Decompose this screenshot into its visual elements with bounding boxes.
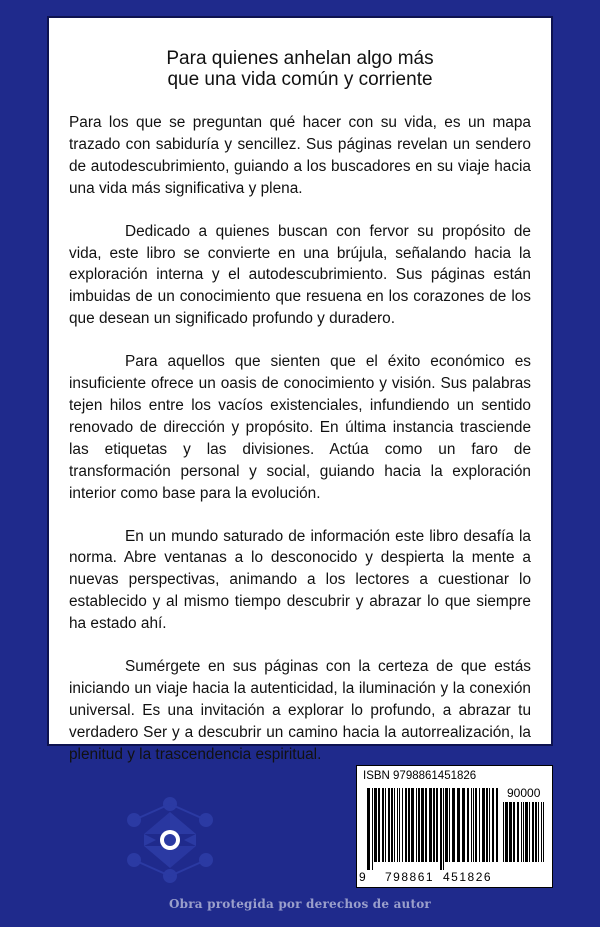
barcode-digits-group-2: 451826 [443,870,493,884]
barcode-bar [467,788,469,862]
barcode-bar [394,788,395,862]
barcode-bar [513,802,515,862]
barcode-bar [486,788,488,862]
barcode-bar [416,788,417,862]
barcode-bar [541,802,542,862]
barcode-bar [496,788,498,862]
barcode-bar [525,802,528,862]
barcode-bar [374,788,377,862]
barcode-bar [452,788,455,862]
barcode-bar [429,788,432,862]
paragraph-2: Dedicado a quienes buscan con fervor su propósito de vida, este libro se convierte en una brújula, señalando hacia la exploración interna y el autodescubrimiento. Sus páginas están imbuidas de un conocimiento que resuena en los corazones de los que desean un significado profundo y duradero. [69,222,531,328]
barcode-bar [388,788,390,862]
barcode-bar [489,788,490,862]
barcode-bar [529,802,530,862]
paragraph-3: Para aquellos que sienten que el éxito económico es insuficiente ofrece un oasis de conocimiento y visión. Sus palabras tejen hilos entre los vacíos existenciales, infundiendo un sentido renovado de dirección y propósito. En última instancia trasciende las etiquetas y las divisiones. Actúa como un faro de transformación personal y social, guiando hacia la exploración interior como base para la evolución. [69,353,531,502]
watermark-bottom: Obra protegida por derechos de autor [169,897,431,911]
barcode-bar [382,788,384,862]
barcode-bar [436,788,438,862]
barcode-bar [418,788,420,862]
barcode-bar [397,788,398,862]
barcode-bar [492,788,494,862]
barcode-bar [475,788,477,862]
barcode-bar [405,788,407,862]
isbn-barcode [356,765,553,888]
barcode-bar [479,788,480,862]
barcode-bar [517,802,519,862]
barcode-bar [521,802,522,862]
barcode-bar [440,788,442,870]
barcode-bar [471,788,472,862]
barcode-bar [449,788,450,862]
barcode-bar [523,802,524,862]
title-line-2: que una vida común y corriente [167,69,433,90]
barcode-bar [408,788,410,862]
paragraph-4: En un mundo saturado de información este libro desafía la norma. Abre ventanas a lo desconocido y despierta la mente a nuevas perspectivas, animando a los lectores a cuestionar lo establecido y al mismo tiempo descubrir y abrazar lo que siempre ha estado ahí. [69,527,531,633]
barcode-bar [433,788,435,862]
barcode-bar [385,788,386,862]
barcode-bar [378,788,380,862]
paragraph-5: Sumérgete en sus páginas con la certeza de que estás iniciando un viaje hacia la autenticidad, la iluminación y la conexión universal. Es una invitación a explorar lo profundo, a abrazar tu verdadero Ser y a descubrir un camino hacia la autorrealización, la plenitud y la trascendencia espiritual. [69,658,531,763]
barcode-bar [367,788,370,870]
barcode-bar [482,788,485,862]
barcode-bar [509,802,512,862]
barcode-bar [421,788,424,862]
barcode-bar [543,802,544,862]
barcode-bar [445,788,448,862]
barcode-bar [462,788,465,862]
barcode-bar [411,788,414,862]
page-title [69,48,531,90]
ean-barcode-bars [367,788,499,870]
barcode-bar [399,788,400,862]
barcode-bar [538,802,539,862]
barcode-digit-first: 9 [359,870,366,884]
isbn-label: ISBN 9798861451826 [363,770,477,782]
barcode-bar [503,802,504,862]
barcode-bar [372,788,373,870]
addon-barcode-bars [503,802,547,870]
barcode-bar [535,802,537,862]
barcode-bar [473,788,474,862]
barcode-bar [443,788,444,870]
barcode-bar [505,802,508,862]
publisher-logo-icon [120,790,220,890]
barcode-bar [532,802,534,862]
barcode-digits-group-1: 798861 [385,870,435,884]
title-line-1: Para quienes anhelan algo más [166,48,434,69]
paragraph-1: Para los que se preguntan qué hacer con su vida, es un mapa trazado con sabiduría y sencillez. Sus páginas revelan un sendero de autodescubrimiento, guiando a los buscadores en su viaje hacia una vida más significativa y plena. [69,114,531,197]
price-code: 90000 [507,786,541,800]
barcode-bar [391,788,393,862]
barcode-bar [402,788,403,862]
barcode-bar [457,788,460,862]
barcode-bar [425,788,427,862]
back-cover-text-panel [47,16,553,763]
